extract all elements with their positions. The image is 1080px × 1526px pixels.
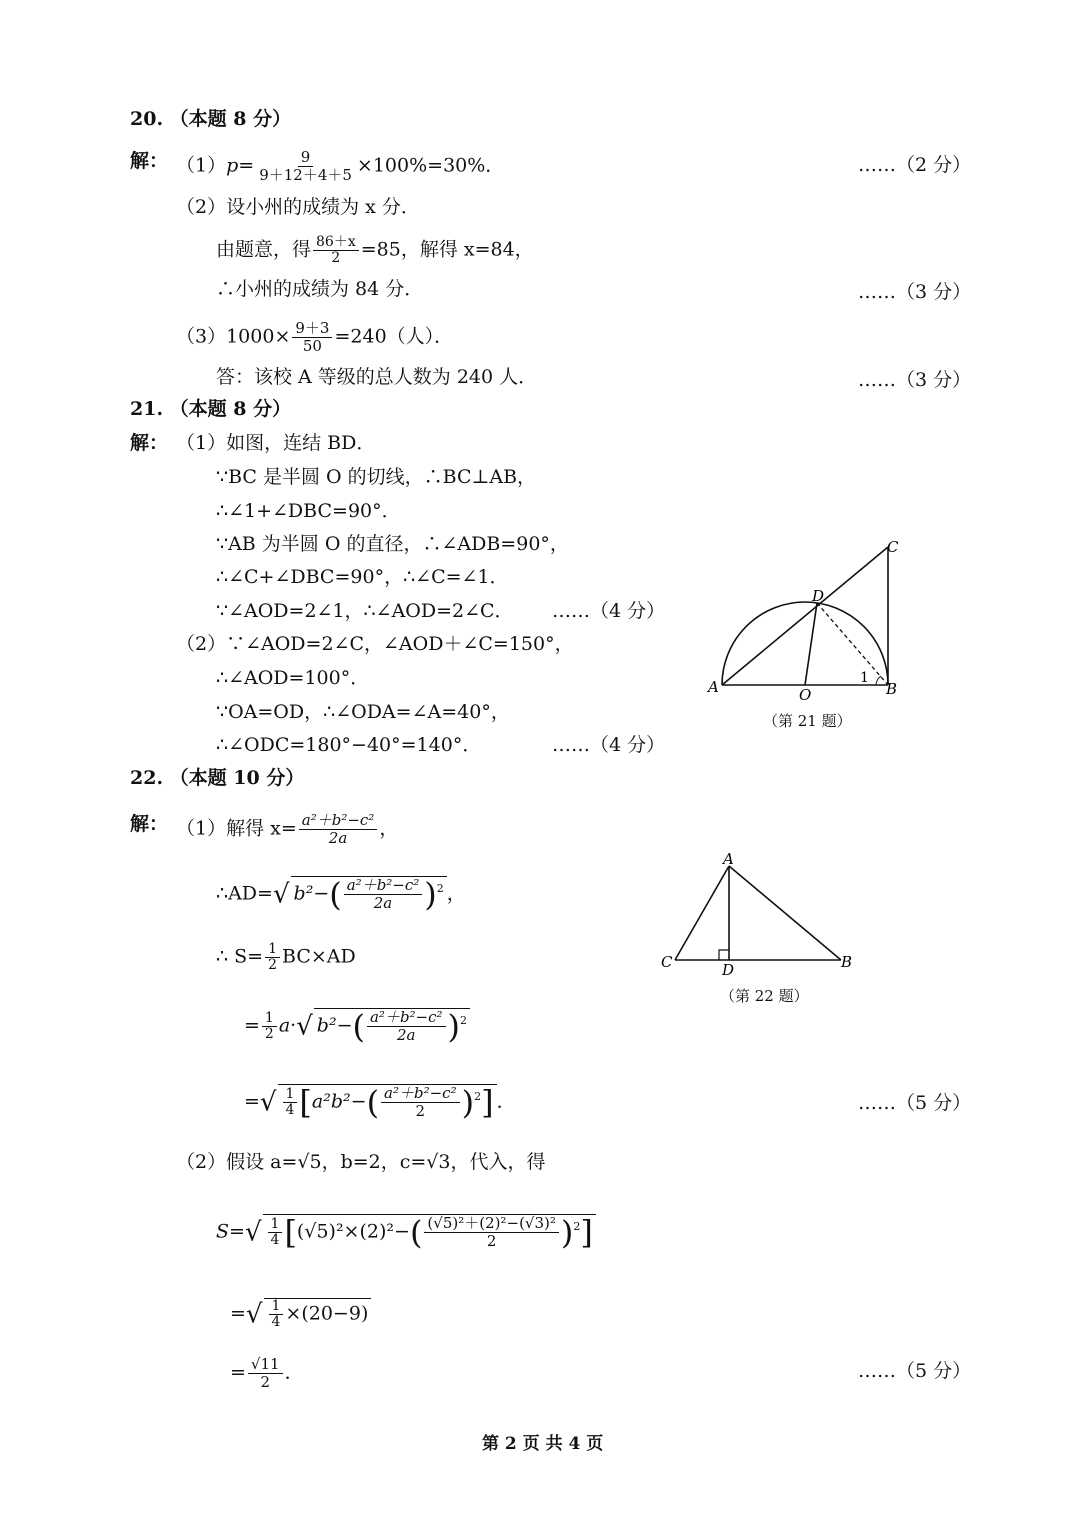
fraction <box>292 320 332 355</box>
numerator: (√5)²＋(2)²−(√3)² <box>424 1215 558 1233</box>
text: BC×AD <box>282 945 356 968</box>
q20-part2-line2 <box>216 235 534 266</box>
text: ×(20−9) <box>285 1302 369 1325</box>
label-C: C <box>661 953 673 971</box>
denominator: 4 <box>271 1314 281 1330</box>
denominator: 9＋12＋4＋5 <box>259 166 352 184</box>
denominator: 50 <box>302 337 322 355</box>
q21-line-4: ∴∠C+∠DBC=90°，∴∠C=∠1． <box>216 566 509 588</box>
text: ， <box>379 817 399 840</box>
q20-part1 <box>176 149 504 184</box>
text: =85，解得 x=84， <box>360 238 534 261</box>
angle-1-arc <box>876 676 881 685</box>
text: ． <box>284 1361 304 1384</box>
fraction <box>248 1356 283 1391</box>
q21-line-2: ∴∠1+∠DBC=90°． <box>216 500 401 522</box>
text: 由题意，得 <box>216 238 312 261</box>
denominator: 2a <box>397 1026 416 1044</box>
numerator: a²＋b²−c² <box>344 877 423 895</box>
text: =240（人）． <box>334 325 454 348</box>
radical-sign: √ <box>296 1011 313 1042</box>
text: b²− <box>293 882 330 905</box>
text: (√5)²×(2)²− <box>296 1220 410 1243</box>
fraction <box>381 1085 460 1120</box>
equals: = <box>238 154 255 177</box>
label-B: B <box>841 953 853 971</box>
q22-part1-line5 <box>244 1084 516 1120</box>
q20-part2-line1: （2）设小州的成绩为 x 分． <box>176 196 420 218</box>
q22-part1-line1 <box>176 812 398 847</box>
q21-semicircle-figure <box>700 530 920 710</box>
fraction <box>424 1215 558 1250</box>
denominator: 2a <box>373 894 393 912</box>
label-O: O <box>799 686 812 704</box>
text: （1）解得 x= <box>176 817 297 840</box>
radical-sign: √ <box>244 1217 262 1248</box>
text: = <box>230 1361 246 1384</box>
q21-line-8: ∵OA=OD，∴∠ODA=∠A=40°， <box>216 701 510 723</box>
q22-part1-line2 <box>216 876 466 912</box>
numerator: 9 <box>298 149 314 167</box>
page-footer: 第 2 页 共 4 页 <box>482 1434 604 1454</box>
radicand: $\frac{1}{4}$ [(√5)²×(2)²−( $\frac{\text{(√5)²＋(2)²−(√3)²}}{2}$ )$^2$] <box>263 1214 596 1250</box>
numerator: 1 <box>265 942 280 958</box>
numerator: 1 <box>262 1011 277 1027</box>
q22-part2-S <box>216 1214 596 1250</box>
q22-title: 22. （本题 10 分） <box>130 767 305 789</box>
part-label: （1） <box>176 154 227 177</box>
fraction <box>283 1087 298 1118</box>
fraction <box>262 1011 277 1042</box>
radical-sign: √ <box>259 1087 277 1118</box>
q20-answer: 答：该校 A 等级的总人数为 240 人． <box>216 366 538 388</box>
expression-tail: ×100%=30%． <box>356 154 505 177</box>
label-C: C <box>887 538 899 556</box>
q21-line-1: ∵BC 是半圆 O 的切线，∴BC⊥AB， <box>216 466 537 488</box>
fraction <box>265 942 280 973</box>
segment-AC <box>722 547 888 685</box>
q21-line-5: ∵∠AOD=2∠1，∴∠AOD=2∠C． <box>216 600 514 622</box>
q22-part2-line: （2）假设 a=√5，b=2，c=√3，代入，得 <box>176 1151 546 1173</box>
q21-score-1: ……（4 分） <box>552 600 666 622</box>
q21-line-7: ∴∠AOD=100°． <box>216 667 370 689</box>
fraction <box>299 812 378 847</box>
denominator: 2 <box>268 957 277 973</box>
fraction <box>344 877 423 912</box>
q20-score-3: ……（3 分） <box>858 369 972 391</box>
q21-line-3: ∵AB 为半圆 O 的直径，∴∠ADB=90°， <box>216 533 569 555</box>
q20-part2-line3: ∴小州的成绩为 84 分． <box>216 278 424 300</box>
q22-score-1: ……（5 分） <box>858 1092 972 1114</box>
var-p: p <box>226 154 239 177</box>
denominator: 2 <box>331 250 341 266</box>
numerator: a²＋b²−c² <box>381 1085 460 1103</box>
label-D: D <box>722 961 735 979</box>
q21-figure-caption: （第 21 题） <box>763 712 852 730</box>
radicand: $\frac{1}{4}$ [a²b²−( $\frac{\text{a²＋b²−c²}}{2}$ )$^2$] <box>278 1084 497 1120</box>
side-AB <box>729 866 841 960</box>
q20-part3 <box>176 320 453 355</box>
numerator: 9＋3 <box>292 320 332 338</box>
fraction <box>367 1009 446 1044</box>
q22-figure-caption: （第 22 题） <box>720 987 809 1005</box>
text: = <box>244 1090 260 1113</box>
q20-solution-label: 解： <box>130 150 169 172</box>
text: = <box>244 1014 260 1037</box>
radical-sign: √ <box>272 879 290 910</box>
numerator: a²＋b²−c² <box>299 812 378 830</box>
text: （3）1000× <box>176 325 291 348</box>
label-D: D <box>812 587 825 605</box>
q22-score-2: ……（5 分） <box>858 1360 972 1382</box>
q22-triangle-figure <box>655 850 865 980</box>
q22-part1-line3 <box>216 942 356 973</box>
q20-score-2: ……（3 分） <box>858 281 972 303</box>
text: ∴ S= <box>216 945 264 968</box>
q21-title: 21. （本题 8 分） <box>130 398 292 420</box>
q21-solution-label: 解： <box>130 432 169 454</box>
q22-part1-line4 <box>244 1008 470 1044</box>
radicand: b²−( $\frac{\text{a²＋b²−c²}}{2a}$ )$^2$ <box>291 876 447 912</box>
denominator: 4 <box>285 1102 295 1118</box>
denominator: 2 <box>486 1232 497 1250</box>
q20-title: 20. （本题 8 分） <box>130 108 292 130</box>
denominator: 2a <box>328 829 348 847</box>
text: a²b²− <box>311 1090 367 1113</box>
fraction <box>268 1217 283 1248</box>
numerator: √11 <box>248 1356 283 1374</box>
text: ． <box>496 1090 516 1113</box>
denominator: 2 <box>415 1102 426 1120</box>
q20-score-1: ……（2 分） <box>858 154 972 176</box>
q22-solution-label: 解： <box>130 813 169 835</box>
radicand: b²−( $\frac{\text{a²＋b²−c²}}{2a}$ )$^2$ <box>314 1008 470 1044</box>
label-B: B <box>886 680 898 698</box>
denominator: 4 <box>270 1232 280 1248</box>
fraction <box>256 149 355 184</box>
text: S= <box>216 1220 245 1243</box>
numerator: 1 <box>269 1299 284 1315</box>
denominator: 2 <box>264 1026 274 1042</box>
text: ∴AD= <box>216 882 273 905</box>
numerator: 1 <box>283 1087 298 1103</box>
q22-part2-S2 <box>230 1298 371 1330</box>
text: a· <box>278 1014 297 1037</box>
q21-score-2: ……（4 分） <box>552 734 666 756</box>
fraction <box>313 235 359 266</box>
fraction <box>269 1299 284 1330</box>
text: b²− <box>316 1014 353 1037</box>
q22-part2-S3 <box>230 1356 304 1391</box>
right-angle-mark <box>719 950 729 960</box>
side-CA <box>675 866 729 960</box>
numerator: a²＋b²−c² <box>367 1009 446 1027</box>
radicand <box>264 1298 372 1330</box>
q21-line-6: （2）∵∠AOD=2∠C，∠AOD＋∠C=150°， <box>176 633 574 655</box>
label-A: A <box>708 678 719 696</box>
q21-line-0: （1）如图，连结 BD． <box>176 432 376 454</box>
label-angle-1: 1 <box>860 670 869 686</box>
text: ， <box>446 882 466 905</box>
numerator: 1 <box>268 1217 283 1233</box>
text: = <box>230 1302 246 1325</box>
label-A: A <box>723 850 734 868</box>
numerator: 86＋x <box>313 235 359 251</box>
radical-sign: √ <box>245 1299 263 1330</box>
denominator: 2 <box>260 1373 271 1391</box>
q21-line-9: ∴∠ODC=180°−40°=140°． <box>216 734 482 756</box>
